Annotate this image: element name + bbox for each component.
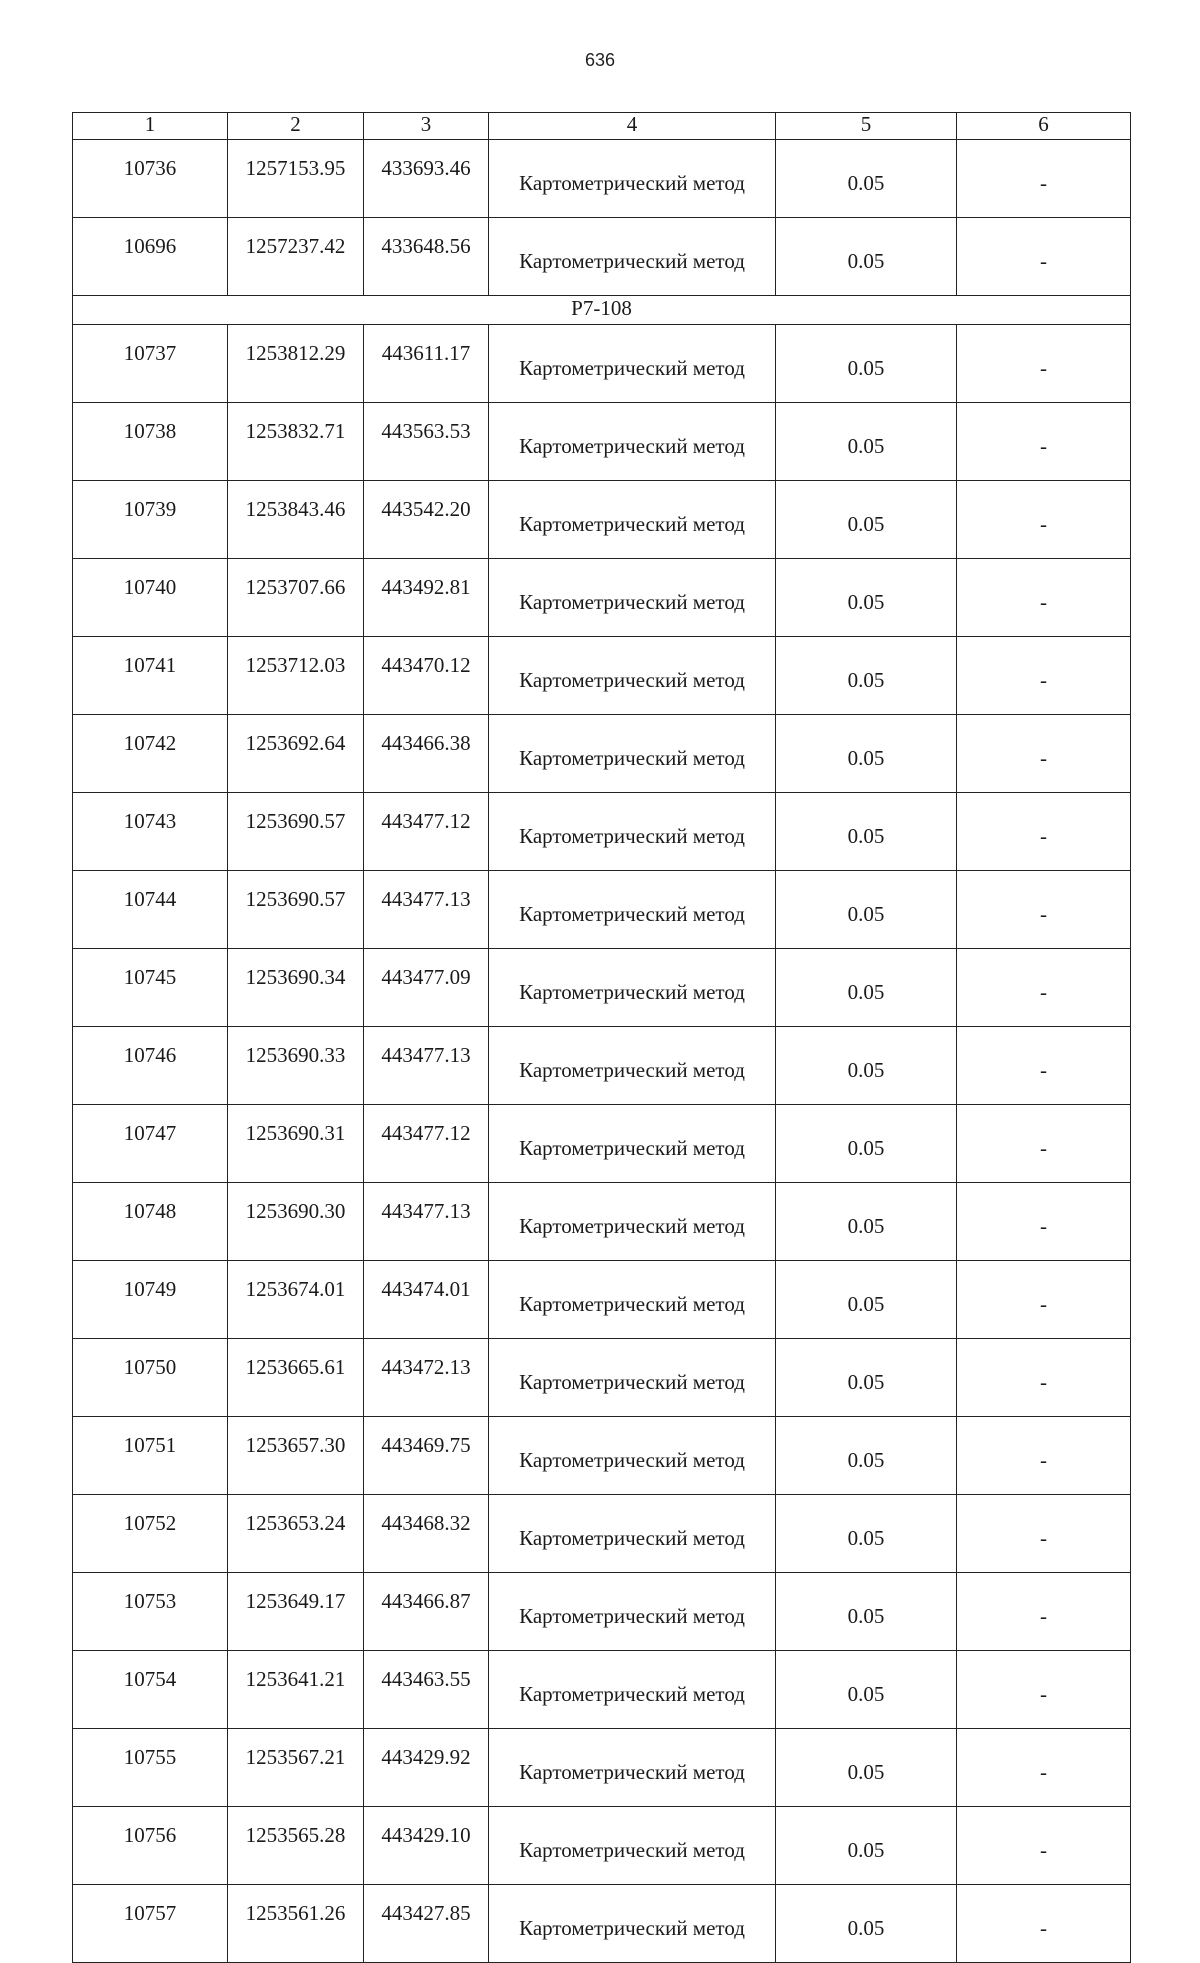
x-coordinate-cell: 1253641.21 bbox=[228, 1651, 364, 1729]
y-coordinate-cell: 443463.55 bbox=[364, 1651, 489, 1729]
point-number-cell: 10696 bbox=[73, 218, 228, 296]
table-body bbox=[73, 113, 1131, 1963]
x-coordinate-cell: 1253690.57 bbox=[228, 871, 364, 949]
x-coordinate-cell: 1253707.66 bbox=[228, 559, 364, 637]
point-number-cell: 10738 bbox=[73, 403, 228, 481]
accuracy-cell: 0.05 bbox=[776, 637, 957, 715]
column-number-header: 4 bbox=[489, 113, 776, 140]
accuracy-cell: 0.05 bbox=[776, 325, 957, 403]
page-number: 636 bbox=[584, 50, 616, 70]
x-coordinate-cell: 1253567.21 bbox=[228, 1729, 364, 1807]
table-row bbox=[73, 793, 1131, 871]
accuracy-cell: 0.05 bbox=[776, 1495, 957, 1573]
point-number-cell: 10751 bbox=[73, 1417, 228, 1495]
table-row bbox=[73, 871, 1131, 949]
method-cell: Картометрический метод bbox=[489, 481, 776, 559]
note-cell: - bbox=[957, 1495, 1131, 1573]
method-cell: Картометрический метод bbox=[489, 1027, 776, 1105]
method-cell: Картометрический метод bbox=[489, 1651, 776, 1729]
accuracy-cell: 0.05 bbox=[776, 1339, 957, 1417]
note-cell: - bbox=[957, 1807, 1131, 1885]
x-coordinate-cell: 1253649.17 bbox=[228, 1573, 364, 1651]
note-cell: - bbox=[957, 715, 1131, 793]
x-coordinate-cell: 1253843.46 bbox=[228, 481, 364, 559]
point-number-cell: 10739 bbox=[73, 481, 228, 559]
point-number-cell: 10741 bbox=[73, 637, 228, 715]
table-row bbox=[73, 637, 1131, 715]
accuracy-cell: 0.05 bbox=[776, 1417, 957, 1495]
section-row bbox=[73, 296, 1131, 325]
accuracy-cell: 0.05 bbox=[776, 1027, 957, 1105]
coordinates-table bbox=[72, 112, 1131, 1963]
point-number-cell: 10748 bbox=[73, 1183, 228, 1261]
x-coordinate-cell: 1257237.42 bbox=[228, 218, 364, 296]
note-cell: - bbox=[957, 871, 1131, 949]
note-cell: - bbox=[957, 1729, 1131, 1807]
note-cell: - bbox=[957, 559, 1131, 637]
accuracy-cell: 0.05 bbox=[776, 1183, 957, 1261]
accuracy-cell: 0.05 bbox=[776, 1885, 957, 1963]
table-row bbox=[73, 218, 1131, 296]
point-number-cell: 10749 bbox=[73, 1261, 228, 1339]
x-coordinate-cell: 1253690.31 bbox=[228, 1105, 364, 1183]
y-coordinate-cell: 443477.12 bbox=[364, 793, 489, 871]
accuracy-cell: 0.05 bbox=[776, 403, 957, 481]
point-number-cell: 10750 bbox=[73, 1339, 228, 1417]
note-cell: - bbox=[957, 325, 1131, 403]
x-coordinate-cell: 1253657.30 bbox=[228, 1417, 364, 1495]
note-cell: - bbox=[957, 1339, 1131, 1417]
y-coordinate-cell: 443472.13 bbox=[364, 1339, 489, 1417]
column-number-header: 5 bbox=[776, 113, 957, 140]
x-coordinate-cell: 1253561.26 bbox=[228, 1885, 364, 1963]
method-cell: Картометрический метод bbox=[489, 871, 776, 949]
accuracy-cell: 0.05 bbox=[776, 793, 957, 871]
accuracy-cell: 0.05 bbox=[776, 715, 957, 793]
method-cell: Картометрический метод bbox=[489, 949, 776, 1027]
accuracy-cell: 0.05 bbox=[776, 481, 957, 559]
x-coordinate-cell: 1253712.03 bbox=[228, 637, 364, 715]
note-cell: - bbox=[957, 1417, 1131, 1495]
table-row bbox=[73, 403, 1131, 481]
method-cell: Картометрический метод bbox=[489, 1417, 776, 1495]
method-cell: Картометрический метод bbox=[489, 715, 776, 793]
column-number-row bbox=[73, 113, 1131, 140]
x-coordinate-cell: 1253690.34 bbox=[228, 949, 364, 1027]
accuracy-cell: 0.05 bbox=[776, 1261, 957, 1339]
y-coordinate-cell: 443468.32 bbox=[364, 1495, 489, 1573]
table-row bbox=[73, 1339, 1131, 1417]
y-coordinate-cell: 443429.92 bbox=[364, 1729, 489, 1807]
table-row bbox=[73, 1885, 1131, 1963]
method-cell: Картометрический метод bbox=[489, 325, 776, 403]
x-coordinate-cell: 1253674.01 bbox=[228, 1261, 364, 1339]
method-cell: Картометрический метод bbox=[489, 1261, 776, 1339]
note-cell: - bbox=[957, 1573, 1131, 1651]
method-cell: Картометрический метод bbox=[489, 1885, 776, 1963]
table-row bbox=[73, 1807, 1131, 1885]
accuracy-cell: 0.05 bbox=[776, 218, 957, 296]
x-coordinate-cell: 1257153.95 bbox=[228, 140, 364, 218]
point-number-cell: 10737 bbox=[73, 325, 228, 403]
x-coordinate-cell: 1253690.30 bbox=[228, 1183, 364, 1261]
y-coordinate-cell: 443474.01 bbox=[364, 1261, 489, 1339]
note-cell: - bbox=[957, 481, 1131, 559]
accuracy-cell: 0.05 bbox=[776, 140, 957, 218]
accuracy-cell: 0.05 bbox=[776, 559, 957, 637]
note-cell: - bbox=[957, 793, 1131, 871]
note-cell: - bbox=[957, 1183, 1131, 1261]
point-number-cell: 10743 bbox=[73, 793, 228, 871]
point-number-cell: 10742 bbox=[73, 715, 228, 793]
note-cell: - bbox=[957, 1027, 1131, 1105]
point-number-cell: 10753 bbox=[73, 1573, 228, 1651]
y-coordinate-cell: 443477.13 bbox=[364, 1027, 489, 1105]
y-coordinate-cell: 443563.53 bbox=[364, 403, 489, 481]
column-number-header: 3 bbox=[364, 113, 489, 140]
table-row bbox=[73, 1495, 1131, 1573]
table-row bbox=[73, 1417, 1131, 1495]
method-cell: Картометрический метод bbox=[489, 1339, 776, 1417]
method-cell: Картометрический метод bbox=[489, 1573, 776, 1651]
y-coordinate-cell: 443429.10 bbox=[364, 1807, 489, 1885]
note-cell: - bbox=[957, 1651, 1131, 1729]
table-row bbox=[73, 1027, 1131, 1105]
note-cell: - bbox=[957, 218, 1131, 296]
x-coordinate-cell: 1253812.29 bbox=[228, 325, 364, 403]
y-coordinate-cell: 443477.09 bbox=[364, 949, 489, 1027]
y-coordinate-cell: 443477.12 bbox=[364, 1105, 489, 1183]
y-coordinate-cell: 433648.56 bbox=[364, 218, 489, 296]
method-cell: Картометрический метод bbox=[489, 1495, 776, 1573]
x-coordinate-cell: 1253665.61 bbox=[228, 1339, 364, 1417]
table-row bbox=[73, 1105, 1131, 1183]
point-number-cell: 10754 bbox=[73, 1651, 228, 1729]
point-number-cell: 10747 bbox=[73, 1105, 228, 1183]
y-coordinate-cell: 443427.85 bbox=[364, 1885, 489, 1963]
method-cell: Картометрический метод bbox=[489, 218, 776, 296]
note-cell: - bbox=[957, 1885, 1131, 1963]
note-cell: - bbox=[957, 637, 1131, 715]
table-row bbox=[73, 140, 1131, 218]
x-coordinate-cell: 1253832.71 bbox=[228, 403, 364, 481]
accuracy-cell: 0.05 bbox=[776, 1807, 957, 1885]
point-number-cell: 10740 bbox=[73, 559, 228, 637]
x-coordinate-cell: 1253690.33 bbox=[228, 1027, 364, 1105]
table-row bbox=[73, 1573, 1131, 1651]
y-coordinate-cell: 443470.12 bbox=[364, 637, 489, 715]
method-cell: Картометрический метод bbox=[489, 403, 776, 481]
note-cell: - bbox=[957, 949, 1131, 1027]
table-row bbox=[73, 1651, 1131, 1729]
accuracy-cell: 0.05 bbox=[776, 1573, 957, 1651]
y-coordinate-cell: 443466.38 bbox=[364, 715, 489, 793]
column-number-header: 6 bbox=[957, 113, 1131, 140]
accuracy-cell: 0.05 bbox=[776, 1105, 957, 1183]
point-number-cell: 10745 bbox=[73, 949, 228, 1027]
method-cell: Картометрический метод bbox=[489, 1729, 776, 1807]
y-coordinate-cell: 443477.13 bbox=[364, 871, 489, 949]
point-number-cell: 10746 bbox=[73, 1027, 228, 1105]
note-cell: - bbox=[957, 1261, 1131, 1339]
section-title: Р7-108 bbox=[73, 296, 1131, 325]
y-coordinate-cell: 443492.81 bbox=[364, 559, 489, 637]
x-coordinate-cell: 1253653.24 bbox=[228, 1495, 364, 1573]
y-coordinate-cell: 443542.20 bbox=[364, 481, 489, 559]
table-row bbox=[73, 1183, 1131, 1261]
point-number-cell: 10752 bbox=[73, 1495, 228, 1573]
method-cell: Картометрический метод bbox=[489, 1183, 776, 1261]
table-row bbox=[73, 559, 1131, 637]
point-number-cell: 10736 bbox=[73, 140, 228, 218]
point-number-cell: 10744 bbox=[73, 871, 228, 949]
point-number-cell: 10755 bbox=[73, 1729, 228, 1807]
point-number-cell: 10757 bbox=[73, 1885, 228, 1963]
y-coordinate-cell: 443477.13 bbox=[364, 1183, 489, 1261]
y-coordinate-cell: 443466.87 bbox=[364, 1573, 489, 1651]
point-number-cell: 10756 bbox=[73, 1807, 228, 1885]
accuracy-cell: 0.05 bbox=[776, 1651, 957, 1729]
column-number-header: 1 bbox=[73, 113, 228, 140]
y-coordinate-cell: 443611.17 bbox=[364, 325, 489, 403]
table-row bbox=[73, 481, 1131, 559]
method-cell: Картометрический метод bbox=[489, 1105, 776, 1183]
table-row bbox=[73, 949, 1131, 1027]
table-row bbox=[73, 325, 1131, 403]
table-row bbox=[73, 1729, 1131, 1807]
accuracy-cell: 0.05 bbox=[776, 1729, 957, 1807]
note-cell: - bbox=[957, 140, 1131, 218]
y-coordinate-cell: 433693.46 bbox=[364, 140, 489, 218]
method-cell: Картометрический метод bbox=[489, 140, 776, 218]
table-row bbox=[73, 1261, 1131, 1339]
method-cell: Картометрический метод bbox=[489, 637, 776, 715]
y-coordinate-cell: 443469.75 bbox=[364, 1417, 489, 1495]
note-cell: - bbox=[957, 1105, 1131, 1183]
x-coordinate-cell: 1253690.57 bbox=[228, 793, 364, 871]
method-cell: Картометрический метод bbox=[489, 1807, 776, 1885]
x-coordinate-cell: 1253565.28 bbox=[228, 1807, 364, 1885]
method-cell: Картометрический метод bbox=[489, 793, 776, 871]
column-number-header: 2 bbox=[228, 113, 364, 140]
accuracy-cell: 0.05 bbox=[776, 949, 957, 1027]
table-row bbox=[73, 715, 1131, 793]
accuracy-cell: 0.05 bbox=[776, 871, 957, 949]
note-cell: - bbox=[957, 403, 1131, 481]
x-coordinate-cell: 1253692.64 bbox=[228, 715, 364, 793]
method-cell: Картометрический метод bbox=[489, 559, 776, 637]
